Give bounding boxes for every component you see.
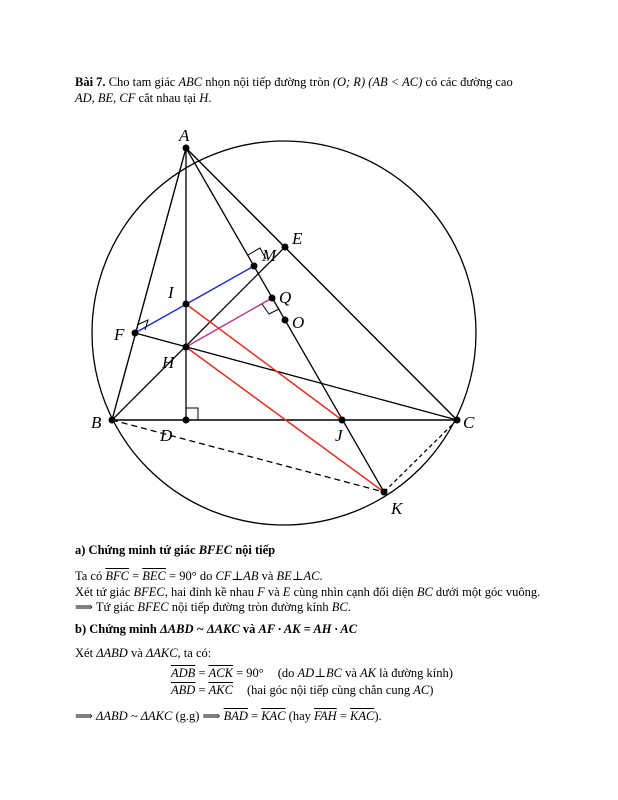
label-o: O [292,313,305,332]
label-i: I [168,283,174,302]
magenta-segment-hq [186,298,272,347]
part-a-line-1: Ta có $\overline{BFC} = \overline{BEC} = 90^\circ$ do CF⊥AB và BE⊥AC. [75,569,323,583]
part-a-line-3: ⟹ Tứ giác BFEC nội tiếp đường tròn đường kính BC. [75,600,351,614]
point-k [381,489,388,496]
part-b-heading: b) Chứng minh ΔABD ~ ΔAKC và AF · AK = AH · AC [75,622,358,636]
part-b-conclusion: ⟹ ΔABD ~ ΔAKC (g.g) ⟹ $\overline{BAD} = \overline{KAC}$ (hay $\overline{FAH} = \overline{KAC}$). [75,709,382,723]
part-b-line-1: Xét ΔABD và ΔAKC, ta có: [75,646,212,660]
part-a-heading: a) Chứng minh tứ giác BFEC nội tiếp [75,543,276,557]
dashed-ck [384,420,457,492]
point-i [183,301,190,308]
label-d: D [160,426,173,445]
point-q [269,295,276,302]
red-segment-ij [186,304,342,420]
point-c [454,417,461,424]
blue-segment-fm [135,266,254,333]
dashed-bk [112,420,384,492]
problem-line-2: AD, BE, CF cắt nhau tại H. [75,91,212,105]
label-h: H [162,353,175,372]
point-j [339,417,346,424]
part-a-line-2: Xét tứ giác BFEC, hai đỉnh kề nhau F và E cùng nhìn cạnh đối diện BC dưới một góc vuông. [75,585,541,599]
side-ab [112,148,186,420]
point-d [183,417,190,424]
label-e: E [292,229,303,248]
label-f: F [114,325,125,344]
problem-line-1: Bài 7. Cho tam giác ABC nhọn nội tiếp đường tròn (O; R) (AB < AC) có các đường cao [75,75,513,89]
label-k: K [391,499,403,518]
part-b-reason-2: $\overline{ABD} = \overline{AKC}$ (hai góc nội tiếp cùng chắn cung AC) [171,683,434,697]
problem-title: Bài 7. [75,75,106,89]
circumcircle [92,141,476,525]
point-e [282,244,289,251]
label-a: A [179,126,190,145]
label-m: M [262,246,277,265]
part-b-reason-1: $\overline{ADB} = \overline{ACK} = 90^\circ$ (do AD⊥BC và AK là đường kính) [171,666,453,680]
label-j: J [335,426,343,445]
side-ac [186,148,457,420]
label-c: C [463,413,475,432]
point-o [282,317,289,324]
label-b: B [91,413,102,432]
point-h [183,344,190,351]
point-f [132,330,139,337]
point-b [109,417,116,424]
label-q: Q [279,288,292,307]
point-m [251,263,258,270]
point-a [183,145,190,152]
